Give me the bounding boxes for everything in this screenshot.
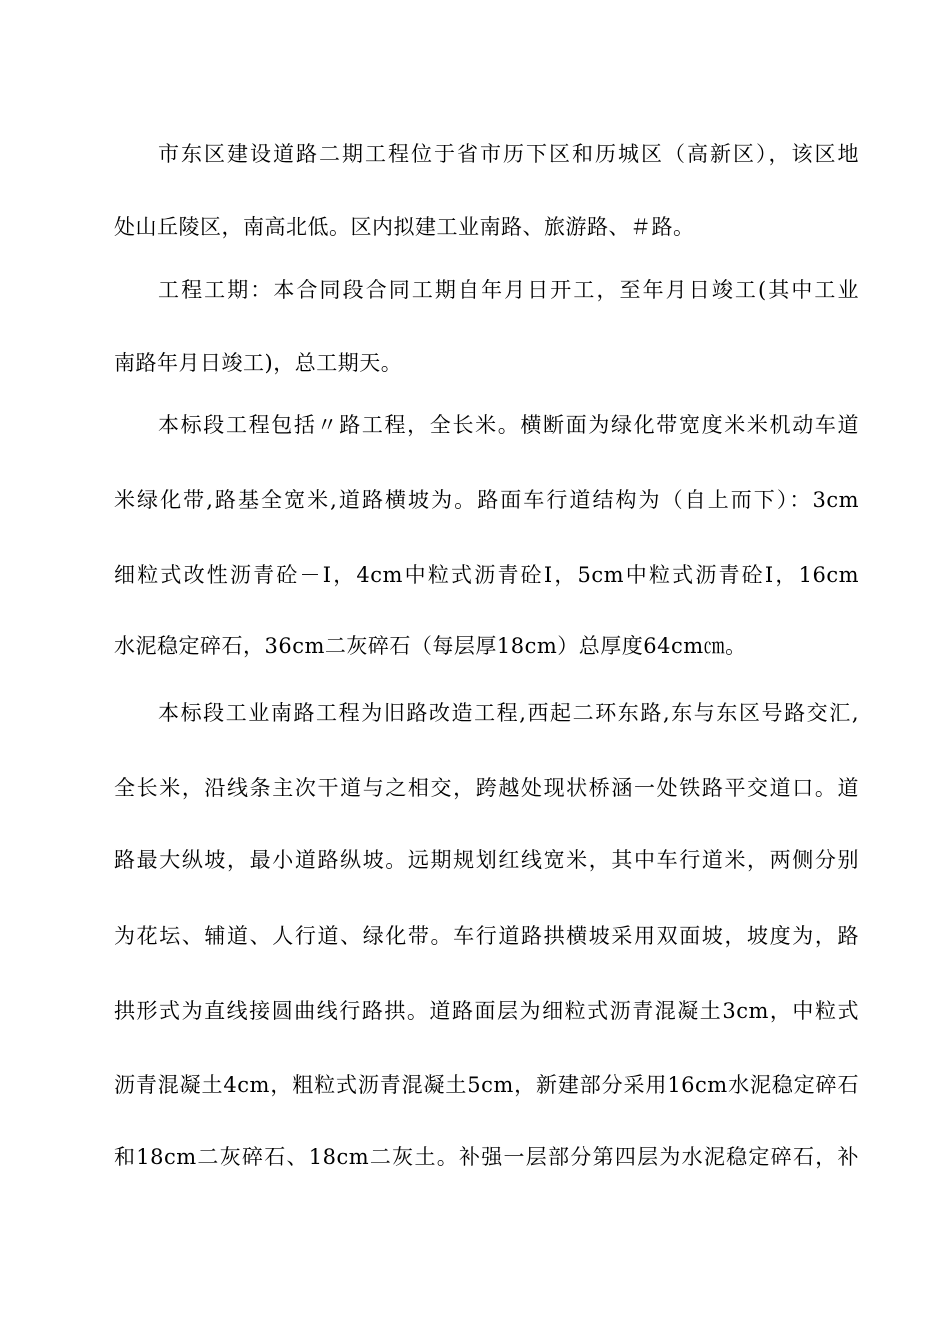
paragraph-line: 水泥稳定碎石，36cm二灰碎石（每层厚18cm）总厚度64cm㎝。 [114, 634, 747, 658]
paragraph-line: 工程工期：本合同段合同工期自年月日开工，至年月日竣工(其中工业 [158, 278, 859, 302]
paragraph-line: 处山丘陵区，南高北低。区内拟建工业南路、旅游路、＃路。 [114, 215, 695, 239]
paragraph-line: 细粒式改性沥青砼－Ⅰ，4cm中粒式沥青砼Ⅰ，5cm中粒式沥青砼Ⅰ，16cm [114, 563, 859, 587]
paragraph-line: 市东区建设道路二期工程位于省市历下区和历城区（高新区），该区地 [158, 142, 859, 166]
paragraph-line: 本标段工业南路工程为旧路改造工程,西起二环东路,东与东区号路交汇, [158, 701, 859, 725]
paragraph-line: 拱形式为直线接圆曲线行路拱。道路面层为细粒式沥青混凝土3cm，中粒式 [114, 999, 859, 1023]
paragraph-line: 为花坛、辅道、人行道、绿化带。车行道路拱横坡采用双面坡，坡度为，路 [114, 924, 859, 948]
paragraph-line: 路最大纵坡，最小道路纵坡。远期规划红线宽米，其中车行道米，两侧分别 [114, 848, 859, 872]
paragraph-line: 米绿化带,路基全宽米,道路横坡为。路面车行道结构为（自上而下）：3cm [114, 488, 859, 512]
paragraph-line: 和18cm二灰碎石、18cm二灰土。补强一层部分第四层为水泥稳定碎石，补 [114, 1145, 859, 1169]
paragraph-line: 全长米，沿线条主次干道与之相交，跨越处现状桥涵一处铁路平交道口。道 [114, 776, 859, 800]
paragraph-line: 本标段工程包括〃路工程，全长米。横断面为绿化带宽度米米机动车道 [158, 413, 859, 437]
paragraph-line: 沥青混凝土4cm，粗粒式沥青混凝土5cm，新建部分采用16cm水泥稳定碎石 [114, 1073, 859, 1097]
paragraph-line: 南路年月日竣工)，总工期天。 [114, 351, 403, 375]
